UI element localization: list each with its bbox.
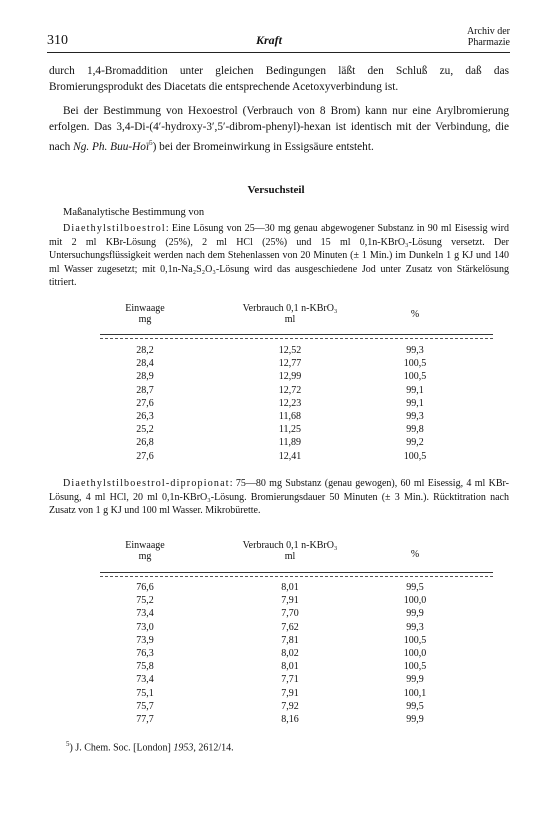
header-line: Verbrauch 0,1 n-KBrO₃	[242, 540, 338, 551]
table-cell: 11,89	[278, 437, 302, 449]
table-cell: 8,01	[281, 582, 299, 593]
footnote-ref: 5	[149, 139, 153, 147]
method-2-compound: Diaethylstilboestrol-dipropionat	[63, 478, 230, 489]
table-cell: 8,02	[281, 648, 299, 659]
table-1-header-einwaage	[110, 303, 180, 325]
table-cell: 75,1	[136, 687, 154, 699]
sub-heading: Maßanalytische Bestimmung von	[63, 207, 205, 218]
table-cell: 99,9	[406, 608, 424, 620]
table-cell: 77,7	[136, 714, 154, 725]
paragraph-1: durch 1,4-Bromaddition unter gleichen Bedingungen läßt den Schluß zu, daß das Bromierungsprodukt des Diacetats die entsprechende Acetoxyverbindung ist.	[49, 65, 509, 93]
table-cell: 25,2	[136, 424, 154, 436]
table-cell: 73,4	[136, 608, 154, 620]
section-title: Versuchsteil	[247, 184, 305, 196]
table-cell: 7,71	[281, 674, 299, 686]
table-cell: 99,5	[406, 582, 424, 593]
footnote-marker: 5	[66, 740, 70, 748]
cited-author: Ng. Ph. Buu-Hoï	[73, 140, 150, 153]
table-cell: 99,3	[406, 345, 424, 356]
table-2-header-rule	[100, 572, 493, 573]
table-cell: 100,5	[403, 358, 427, 370]
table-cell: 100,0	[403, 595, 427, 607]
table-cell: 73,0	[136, 621, 154, 633]
table-cell: 11,25	[278, 424, 302, 436]
header-unit: %	[410, 309, 420, 320]
paragraph-2-text-b: ) bei der Bromeinwirkung in Essigsäure entsteht.	[152, 140, 374, 153]
table-cell: 99,8	[406, 424, 424, 436]
table-cell: 99,5	[406, 700, 424, 712]
table-cell: 73,9	[136, 634, 154, 646]
table-cell: 100,5	[403, 661, 427, 673]
table-cell: 100,1	[403, 687, 427, 699]
journal-line-2: Pharmazie	[467, 37, 510, 48]
table-cell: 12,99	[278, 371, 302, 383]
table-cell: 12,72	[278, 384, 302, 396]
table-cell: 7,92	[281, 700, 299, 712]
table-cell: 100,5	[403, 634, 427, 646]
table-1-header-verbrauch	[225, 303, 355, 325]
header-line: Verbrauch 0,1 n-KBrO₃	[242, 303, 338, 314]
table-2-header-percent	[385, 549, 445, 560]
table-cell: 99,9	[406, 674, 424, 686]
table-2-header-verbrauch	[225, 540, 355, 562]
table-cell: 99,3	[406, 411, 424, 422]
page-number: 310	[47, 33, 68, 48]
footnote-text-a: ) J. Chem. Soc. [London]	[69, 742, 174, 754]
running-head-author: Kraft	[256, 33, 283, 47]
table-1-header-rule	[100, 334, 493, 335]
table-cell: 28,2	[136, 345, 154, 356]
method-2-text: : 75—80 mg Substanz (genau gewogen), 60 ml Eisessig, 4 ml KBr-Lösung, 4 ml HCl, 20 ml 0,1n-KBrO₃-Lösung. Bromierungsdauer 50 Minuten (± 3 Min.). Rücktitration nach Zusatz von 1 g KJ und 100 ml Wasser. Mikrobürette.	[49, 478, 509, 516]
footnote-text-b: , 2612/14.	[193, 742, 234, 754]
table-cell: 100,0	[403, 648, 427, 659]
table-cell: 7,70	[281, 608, 299, 620]
table-cell: 12,77	[278, 358, 302, 370]
paragraph-2	[49, 103, 509, 155]
table-cell: 100,5	[403, 450, 427, 462]
method-1-text: : Eine Lösung von 25—30 mg genau abgewogener Substanz in 90 ml Eisessig wird mit 2 ml KBr-Lösung (25%), 2 ml HCl (25%) und 15 ml 0,1n-KBrO₃-Lösung versetzt. Der Untersuchungsflüssigkeit werden nach dem Stehenlassen von 20 Minuten (± 1 Min.) im Dunkeln 1 g KJ und 140 ml Wasser zugesetzt; mit 0,1n-Na₂S₂O₃-Lösung wird das ausgeschiedene Jod unter Zusatz von Stärkelösung titriert.	[49, 223, 509, 288]
header-unit: mg	[138, 314, 152, 325]
table-cell: 100,5	[403, 371, 427, 383]
table-2-header-einwaage	[110, 540, 180, 562]
header-unit: %	[410, 549, 420, 560]
table-cell: 26,3	[136, 411, 154, 422]
method-1-paragraph	[49, 222, 509, 290]
table-cell: 8,16	[281, 714, 299, 725]
table-cell: 12,41	[278, 450, 302, 462]
header-unit: mg	[138, 551, 152, 562]
table-cell: 99,2	[406, 437, 424, 449]
table-cell: 11,68	[278, 411, 302, 422]
table-cell: 27,6	[136, 450, 154, 462]
table-cell: 76,6	[136, 582, 154, 593]
table-1-header-rule-2	[100, 338, 493, 339]
table-cell: 28,7	[136, 384, 154, 396]
method-2-paragraph	[49, 477, 509, 518]
table-cell: 75,2	[136, 595, 154, 607]
table-cell: 75,7	[136, 700, 154, 712]
header-unit: ml	[284, 314, 296, 325]
table-cell: 75,8	[136, 661, 154, 673]
table-cell: 7,81	[281, 634, 299, 646]
table-cell: 26,8	[136, 437, 154, 449]
header-rule	[47, 52, 510, 53]
table-cell: 12,52	[278, 345, 302, 356]
table-cell: 8,01	[281, 661, 299, 673]
header-line: Einwaage	[125, 540, 165, 551]
header-unit: ml	[284, 551, 296, 562]
table-cell: 7,91	[281, 595, 299, 607]
method-1-compound: Diaethylstilboestrol	[63, 223, 166, 234]
table-cell: 73,4	[136, 674, 154, 686]
footnote-year: 1953	[173, 742, 194, 754]
table-cell: 76,3	[136, 648, 154, 659]
table-cell: 99,1	[406, 397, 424, 409]
table-cell: 7,91	[281, 687, 299, 699]
journal-line-1: Archiv der	[466, 26, 510, 37]
table-cell: 99,9	[406, 714, 424, 725]
table-cell: 99,3	[406, 621, 424, 633]
table-2-header-rule-2	[100, 576, 493, 577]
table-cell: 28,9	[136, 371, 154, 383]
table-cell: 28,4	[136, 358, 154, 370]
table-cell: 12,23	[278, 397, 302, 409]
table-cell: 99,1	[406, 384, 424, 396]
table-cell: 7,62	[281, 621, 299, 633]
paragraph-2-text-a: Bei der Bestimmung von Hexoestrol (Verbrauch von 8 Brom) kann nur eine Arylbromierung erfolgen. Das 3,4-Di-(4′-hydroxy-3′,5′-dibrom-phenyl)-hexan ist identisch mit der Verbindung, die nach	[49, 105, 509, 153]
table-1-header-percent	[385, 309, 445, 320]
footnote	[66, 740, 234, 753]
running-head-journal	[467, 26, 510, 48]
table-cell: 27,6	[136, 397, 154, 409]
header-line: Einwaage	[125, 303, 165, 314]
